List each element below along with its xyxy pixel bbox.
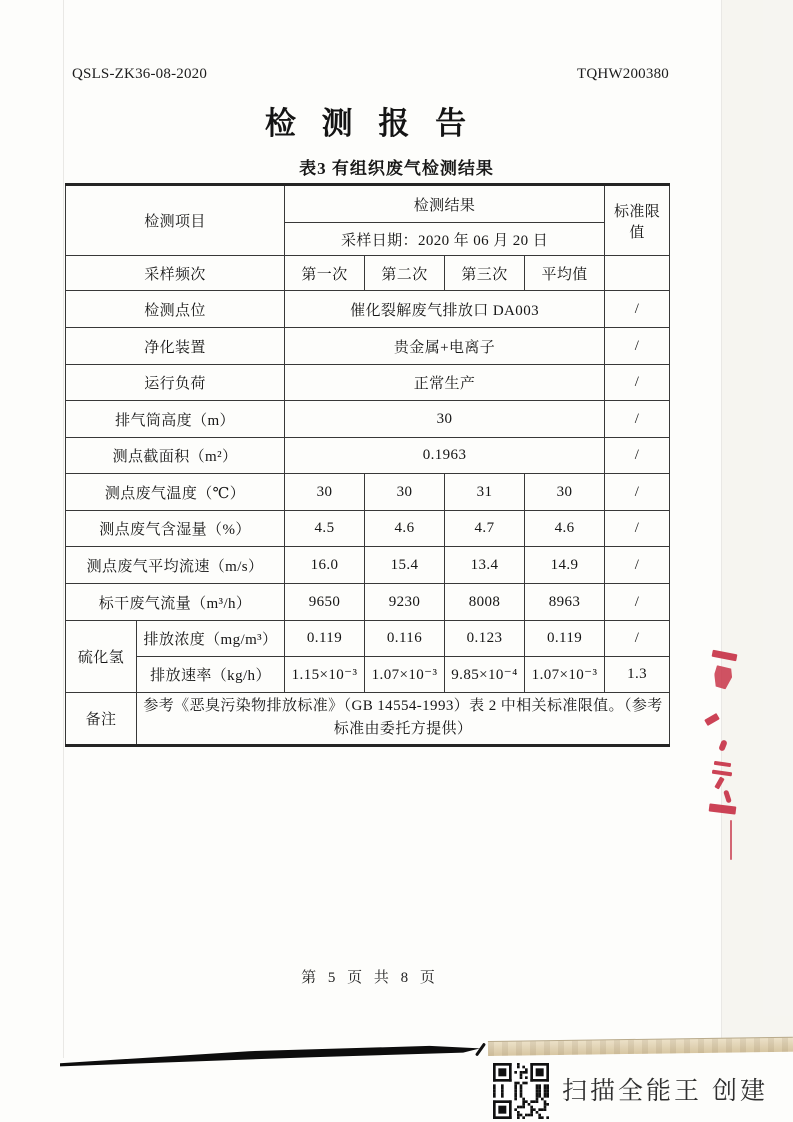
qr-code — [492, 1063, 550, 1119]
item-header-cell: 检测项目 — [66, 185, 285, 256]
table-row — [66, 511, 670, 547]
table-row — [66, 365, 670, 401]
limit-cell: / — [605, 365, 670, 401]
value-cell: 1.15×10⁻³ — [285, 657, 365, 693]
row-label-cell: 净化装置 — [66, 328, 285, 365]
run-header-cell: 平均值 — [525, 256, 605, 291]
table-caption: 表3 有组织废气检测结果 — [299, 159, 494, 178]
row-label-cell: 测点废气含湿量（%） — [66, 511, 285, 547]
value-cell: 4.6 — [525, 511, 605, 547]
value-cell: 9230 — [365, 584, 445, 621]
row-value-cell: 正常生产 — [285, 365, 605, 401]
limit-cell: / — [605, 438, 670, 474]
limit-cell: / — [605, 584, 670, 621]
value-cell: 4.5 — [285, 511, 365, 547]
run-header-cell: 第一次 — [285, 256, 365, 291]
result-header-cell: 检测结果 — [285, 185, 605, 223]
limit-cell: / — [605, 621, 670, 657]
limit-cell: / — [605, 401, 670, 438]
row-value-cell: 贵金属+电离子 — [285, 328, 605, 365]
row-label-cell: 测点废气温度（℃） — [66, 474, 285, 511]
scan-edge-shadow — [60, 1044, 480, 1068]
row-value-cell: 0.1963 — [285, 438, 605, 474]
table-row — [66, 547, 670, 584]
table-row — [66, 256, 670, 291]
value-cell: 31 — [445, 474, 525, 511]
limit-cell: / — [605, 511, 670, 547]
value-cell: 4.6 — [365, 511, 445, 547]
value-cell: 0.119 — [285, 621, 365, 657]
run-header-cell: 第三次 — [445, 256, 525, 291]
row-label-cell: 运行负荷 — [66, 365, 285, 401]
table-row — [66, 291, 670, 328]
table-row — [66, 474, 670, 511]
table-row — [66, 185, 670, 223]
table-row — [66, 693, 670, 746]
limit-cell: / — [605, 547, 670, 584]
value-cell: 0.119 — [525, 621, 605, 657]
limit-cell: 1.3 — [605, 657, 670, 693]
value-cell: 0.123 — [445, 621, 525, 657]
table-row — [66, 328, 670, 365]
value-cell: 14.9 — [525, 547, 605, 584]
limit-cell — [605, 256, 670, 291]
value-cell: 13.4 — [445, 547, 525, 584]
remark-text-cell: 参考《恶臭污染物排放标准》（GB 14554-1993）表 2 中相关标准限值。（参考标准由委托方提供） — [137, 693, 670, 746]
row-label-cell: 检测点位 — [66, 291, 285, 328]
frequency-label-cell: 采样频次 — [66, 256, 285, 291]
row-label-cell: 排放速率（kg/h） — [137, 657, 285, 693]
red-stamp-fragment — [703, 648, 745, 860]
row-value-cell: 30 — [285, 401, 605, 438]
row-label-cell: 测点截面积（m²） — [66, 438, 285, 474]
row-label-cell: 测点废气平均流速（m/s） — [66, 547, 285, 584]
limit-header-cell: 标准限值 — [605, 185, 670, 256]
row-value-cell: 催化裂解废气排放口 DA003 — [285, 291, 605, 328]
doc-code-left: QSLS-ZK36-08-2020 — [72, 66, 208, 82]
sample-date-cell: 采样日期：2020 年 06 月 20 日 — [285, 223, 605, 256]
value-cell: 9650 — [285, 584, 365, 621]
value-cell: 1.07×10⁻³ — [525, 657, 605, 693]
paper-edge-strip — [488, 1037, 793, 1056]
table-row — [66, 657, 670, 693]
value-cell: 8963 — [525, 584, 605, 621]
limit-cell: / — [605, 474, 670, 511]
value-cell: 15.4 — [365, 547, 445, 584]
scanner-watermark: 扫描全能王 创建 — [562, 1077, 768, 1105]
value-cell: 8008 — [445, 584, 525, 621]
value-cell: 4.7 — [445, 511, 525, 547]
table-row — [66, 584, 670, 621]
value-cell: 0.116 — [365, 621, 445, 657]
pollutant-name-cell: 硫化氢 — [66, 621, 137, 693]
emission-results-table — [65, 183, 670, 747]
value-cell: 16.0 — [285, 547, 365, 584]
row-label-cell: 排放浓度（mg/m³） — [137, 621, 285, 657]
page-number: 第 5 页 共 8 页 — [301, 970, 439, 986]
remark-label-cell: 备注 — [66, 693, 137, 746]
value-cell: 30 — [285, 474, 365, 511]
row-label-cell: 标干废气流量（m³/h） — [66, 584, 285, 621]
doc-code-right: TQHW200380 — [577, 66, 669, 82]
value-cell: 9.85×10⁻⁴ — [445, 657, 525, 693]
table-row — [66, 401, 670, 438]
limit-cell: / — [605, 328, 670, 365]
row-label-cell: 排气筒高度（m） — [66, 401, 285, 438]
table-row — [66, 438, 670, 474]
report-title: 检 测 报 告 — [264, 106, 476, 141]
scan-edge-tick — [475, 1042, 486, 1056]
table-row — [66, 621, 670, 657]
value-cell: 30 — [525, 474, 605, 511]
value-cell: 30 — [365, 474, 445, 511]
value-cell: 1.07×10⁻³ — [365, 657, 445, 693]
limit-cell: / — [605, 291, 670, 328]
run-header-cell: 第二次 — [365, 256, 445, 291]
